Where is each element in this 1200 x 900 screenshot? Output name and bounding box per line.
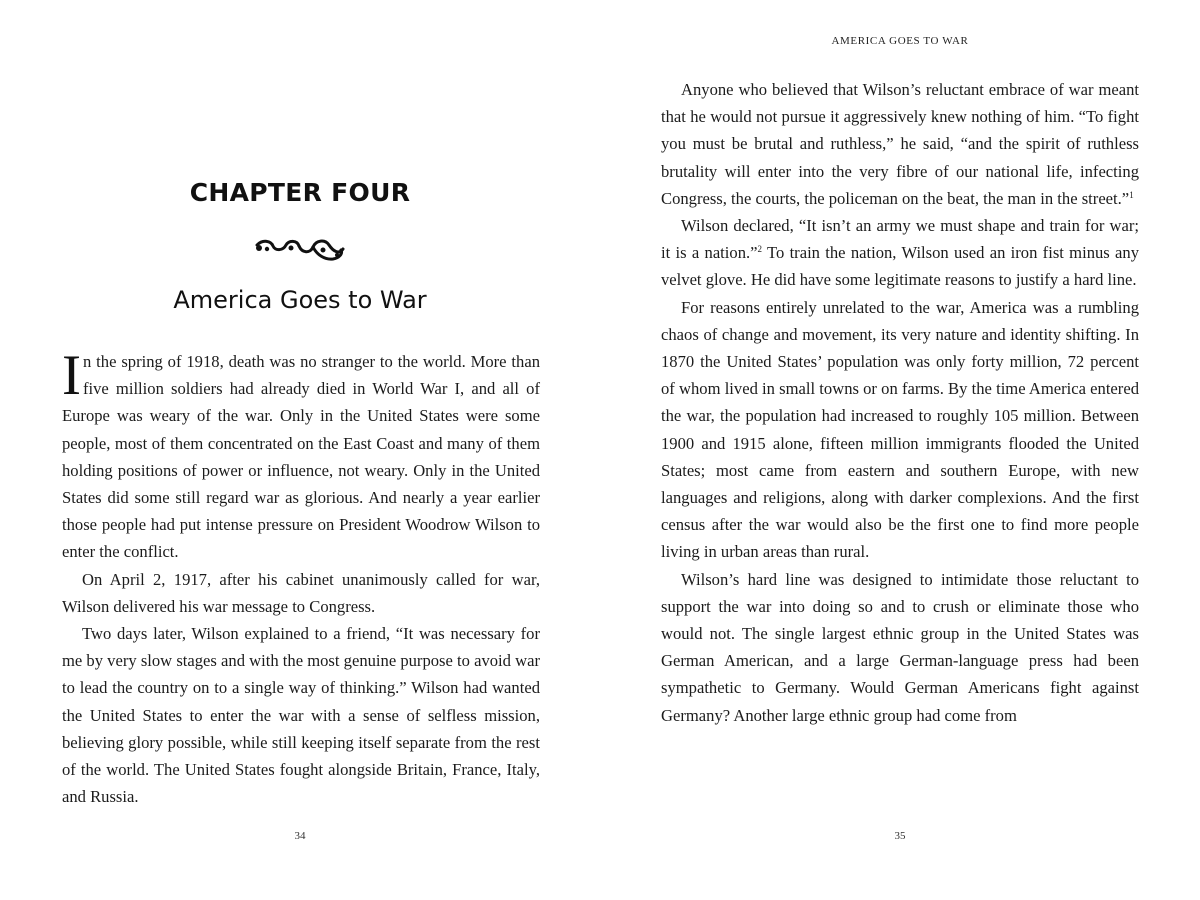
footnote-ref: 1 xyxy=(1129,189,1134,200)
footnote-ref: 2 xyxy=(757,244,763,255)
paragraph-text: Anyone who believed that Wilson’s reluctant embrace of war meant that he would not pursue it aggressively knew nothing of him. “To fight you must be brutal and ruthless,” he said, “and the spirit of ruthless brutality will enter into the very fibre of our national life, infecting Congress, the courts, the policeman on the beat, the man in the street.” xyxy=(661,80,1139,208)
paragraph: Two days later, Wilson explained to a friend, “It was necessary for me by very slow stages and with the most genuine purpose to avoid war to lead the country on to a single way of thinking.” Wilson had wanted the United States to enter the war with a sense of selfless mission, believing glory possible, while still keeping itself separate from the rest of the world. The United States fought alongside Britain, France, Italy, and Russia. xyxy=(62,624,540,807)
fleuron-ornament-icon xyxy=(253,233,347,265)
paragraph: For reasons entirely unrelated to the war, America was a rumbling chaos of change and movement, its very nature and identity shifting. In 1870 the United States’ population was only forty million, 72 percent of whom lived in small towns or on farms. By the time America entered the war, the population had increased to roughly 105 million. Between 1900 and 1915 alone, fifteen million immigrants flooded the United States; most came from eastern and southern Europe, with new languages and religions, along with darker complexions. And the first census after the war would also be the first one to find more people living in urban areas than rural. xyxy=(661,297,1139,562)
paragraph xyxy=(661,76,1139,212)
page-number: 35 xyxy=(894,830,906,842)
paragraph-text: n the spring of 1918, death was no stranger to the world. More than five million soldiers had already died in World War I, and all of Europe was weary of the war. Only in the United States were some people, most of them concentrated on the East Coast and many of them holding positions of power or influence, not weary. Only in the United States did some still regard war as glorious. And nearly a year earlier those people had put intense pressure on President Woodrow Wilson to enter the conflict. xyxy=(62,352,540,562)
paragraph-text: To train the nation, Wilson used an iron fist minus any velvet glove. He did have some legitimate reasons to justify a hard line. xyxy=(661,243,1139,290)
paragraph xyxy=(661,212,1139,294)
paragraph-text: Wilson declared, “It isn’t an army we must shape and train for war; it is a nation.” xyxy=(661,216,1139,263)
chapter-number: CHAPTER FOUR xyxy=(189,178,411,207)
left-body-text xyxy=(62,344,540,810)
right-body-text xyxy=(661,76,1139,729)
paragraph xyxy=(62,344,540,566)
paragraph: On April 2, 1917, after his cabinet unanimously called for war, Wilson delivered his war message to Congress. xyxy=(62,569,540,616)
right-page xyxy=(600,0,1200,900)
drop-cap: I xyxy=(62,344,81,407)
running-head: AMERICA GOES TO WAR xyxy=(831,35,969,47)
paragraph: Wilson’s hard line was designed to intimidate those reluctant to support the war into doing so and to crush or eliminate those who would not. The single largest ethnic group in the United States was German American, and a large German-language press had been sympathetic to Germany. Would German Americans fight against Germany? Another large ethnic group had come from xyxy=(661,569,1139,725)
page-number: 34 xyxy=(294,830,306,842)
chapter-title: America Goes to War xyxy=(173,286,427,314)
